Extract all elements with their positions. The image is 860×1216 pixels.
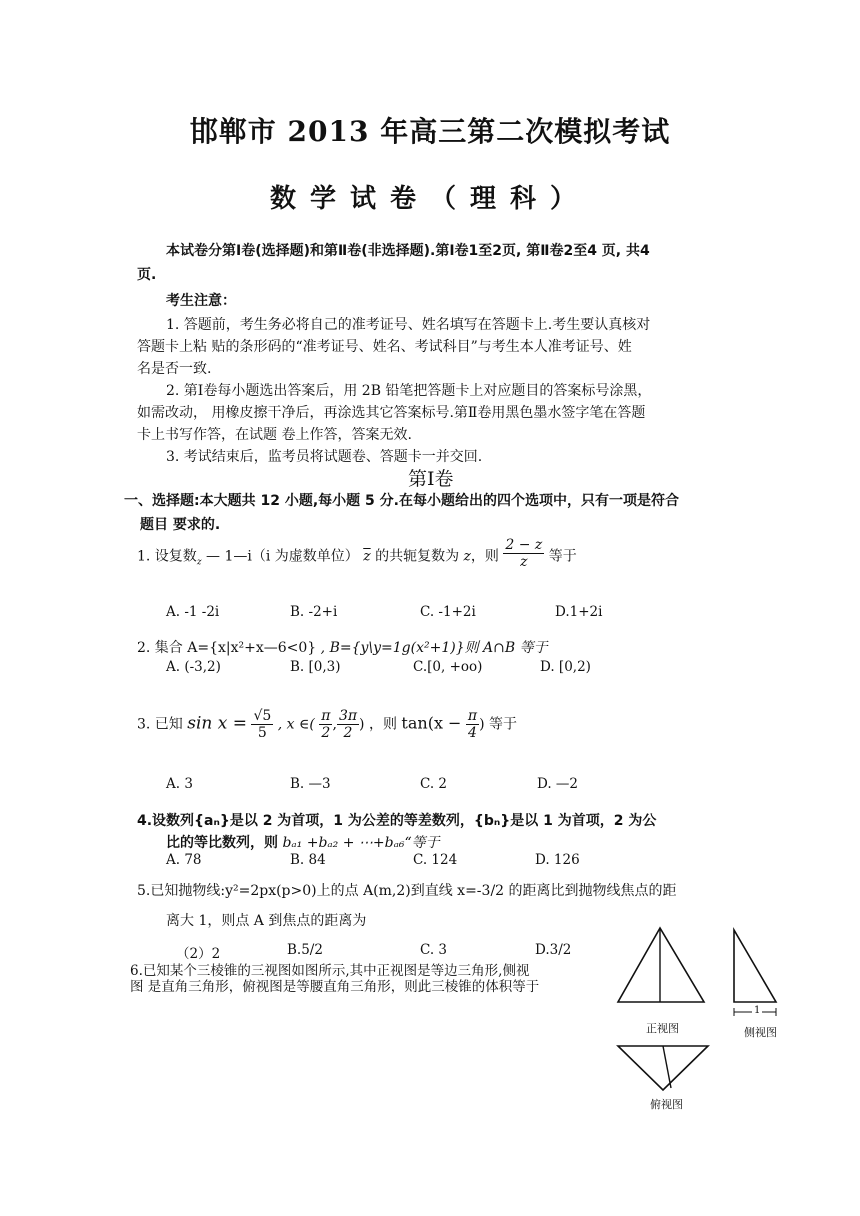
front-view-label: 正视图 [646, 1022, 679, 1035]
q4-option-b: B. 84 [290, 852, 326, 868]
q3-sin: sin x = [187, 713, 248, 734]
question-2 [137, 637, 548, 659]
q3-pi-b: π [467, 708, 478, 724]
notice-2-line-2: 如需改动， 用橡皮擦干净后，再涂选其它答案标号.第Ⅱ卷用黑色墨水签字笔在答题 [137, 405, 646, 421]
q1-text-b: — 1—i（i 为虚数单位） [206, 548, 359, 565]
question-3: 3. 已知 sin x = $\frac{√5}{5}$ , x ∈( $\frac{\pi}{2}$ , $\frac{3\pi}{2}$ ) ，则 tan(x − $\frac{\pi}{4}$ ) 等于 [137, 708, 518, 741]
q4-line-2 [166, 832, 440, 854]
q1-z-bar: $\overline{z}$ [363, 548, 371, 565]
q5-line-1: 5.已知抛物线:y²=2px(p>0)上的点 A(m,2)到直线 x=-3/2 的距离比到抛物线焦点的距 [137, 883, 677, 899]
q6-line-2: 图 是直角三角形，俯视图是等腰直角三角形，则此三棱锥的体积等于 [130, 979, 540, 995]
q5-option-a: （2）2 [176, 946, 221, 962]
q3-frac-3pi-over-2 [337, 708, 359, 741]
q3-frac-pi-over-2 [319, 708, 332, 741]
notice-1-line-3: 名是否一致. [137, 361, 212, 377]
q4-line-1: 4.设数列{aₙ}是以 2 为首项，1 为公差的等差数列，{bₙ}是以 1 为首项，2 为公 [137, 813, 657, 829]
q3-option-d: D. —2 [537, 776, 579, 792]
q3-frac-pi-over-4 [466, 708, 479, 741]
q1-option-a: A. -1 -2i [166, 604, 220, 620]
side-view [734, 930, 776, 1016]
section-heading-line-1: 一、选择题:本大题共 12 小题,每小题 5 分.在每小题给出的四个选项中，只有一项是符合 [124, 493, 679, 509]
q1-text-c: 的共轭复数为 [375, 548, 460, 565]
q2-option-d: D. [0,2) [540, 659, 591, 675]
q1-text-d: ，则 [470, 548, 499, 565]
q3-in: , x ∈( [277, 716, 315, 733]
q4-line-2-a: 比的等比数列，则 [166, 835, 278, 851]
notice-1-line-1: 1. 答题前，考生务必将自己的准考证号、姓名填写在答题卡上.考生要认真核对 [166, 317, 651, 333]
q5-option-d: D.3/2 [535, 942, 572, 958]
side-view-dimension: 1 [754, 1005, 761, 1016]
q3-option-c: C. 2 [420, 776, 448, 792]
q4-option-d: D. 126 [535, 852, 580, 868]
notice-2-line-3: 卡上书写作答，在试题 卷上作答，答案无效. [137, 427, 412, 443]
q3-then: ，则 [368, 716, 397, 733]
q1-z-small: z [196, 557, 202, 568]
section-label: 第Ⅰ卷 [408, 468, 454, 490]
q5-option-c: C. 3 [420, 942, 448, 958]
q2-text-b: , B={y\y=1g(x²+1)}则 A∩B 等于 [320, 640, 548, 656]
q2-option-b: B. [0,3) [290, 659, 341, 675]
notice-title: 考生注意： [166, 293, 236, 309]
q1-text-a: 1. 设复数 [137, 548, 197, 565]
q3-text-end: ) 等于 [479, 716, 518, 733]
section-heading-line-2: 题目 要求的. [140, 517, 221, 533]
question-1 [137, 537, 577, 573]
intro-line-2: 页. [137, 267, 157, 283]
q1-z: z [463, 548, 471, 565]
q3-pi-a: π [321, 708, 331, 724]
q2-option-c: C.[0, +oo) [413, 659, 483, 675]
q4-option-a: A. 78 [166, 852, 202, 868]
intro-line-1: 本试卷分第Ⅰ卷(选择题)和第Ⅱ卷(非选择题).第Ⅰ卷1至2页, 第Ⅱ卷2至4 页, 共4 [166, 243, 650, 259]
q3-close: ) [359, 716, 365, 733]
q3-three-pi: 3π [338, 708, 358, 724]
top-view [618, 1046, 708, 1090]
top-view-label: 俯视图 [650, 1098, 683, 1111]
q3-four: 4 [468, 725, 477, 741]
q6-line-1: 6.已知某个三棱锥的三视图如图所示,其中正视图是等边三角形,侧视 [130, 963, 530, 979]
front-view [618, 928, 704, 1002]
q3-den-5: 5 [257, 725, 267, 741]
q3-option-a: A. 3 [166, 776, 193, 792]
page-subtitle: 数学试卷（理科） [269, 184, 590, 214]
page-title: 邯郸市 2013 年高三第二次模拟考试 [189, 115, 671, 148]
q1-option-d: D.1+2i [555, 604, 603, 620]
notice-3-line-1: 3. 考试结束后，监考员将试题卷、答题卡一并交回. [166, 449, 483, 465]
q2-option-a: A. (-3,2) [166, 659, 221, 675]
q5-line-2: 离大 1，则点 A 到焦点的距离为 [166, 913, 367, 929]
q5-option-b: B.5/2 [287, 942, 323, 958]
q3-option-b: B. —3 [290, 776, 331, 792]
notice-2-line-1: 2. 第Ⅰ卷每小题选出答案后，用 2B 铅笔把答题卡上对应题目的答案标号涂黑， [166, 383, 652, 399]
q1-frac-num: 2 − z [505, 537, 543, 553]
q4-option-c: C. 124 [413, 852, 458, 868]
notice-1-line-2: 答题卡上粘 贴的条形码的“准考证号、姓名、考试科目”与考生本人准考证号、姓 [137, 339, 632, 355]
q3-two-b: 2 [343, 725, 353, 741]
q1-text-e: 等于 [548, 548, 577, 565]
q1-option-b: B. -2+i [290, 604, 338, 620]
q4-line-2-b: bₐ₁ +bₐ₂ + ⋯+bₐ₆“等于 [282, 835, 440, 851]
q3-frac-sqrt5-over-5 [251, 708, 273, 741]
q1-fraction [503, 537, 544, 570]
q1-option-c: C. -1+2i [420, 604, 476, 620]
q1-frac-den: z [520, 554, 528, 570]
q3-sqrt5: √5 [253, 708, 272, 724]
three-view-figure [604, 922, 794, 1117]
q2-text-a: 2. 集合 A={x|x²+x—6<0} [137, 640, 317, 656]
q3-text-a: 3. 已知 [137, 716, 183, 733]
q3-tan: tan(x − [401, 713, 462, 733]
q3-two-a: 2 [321, 725, 331, 741]
side-view-label: 侧视图 [744, 1026, 777, 1039]
